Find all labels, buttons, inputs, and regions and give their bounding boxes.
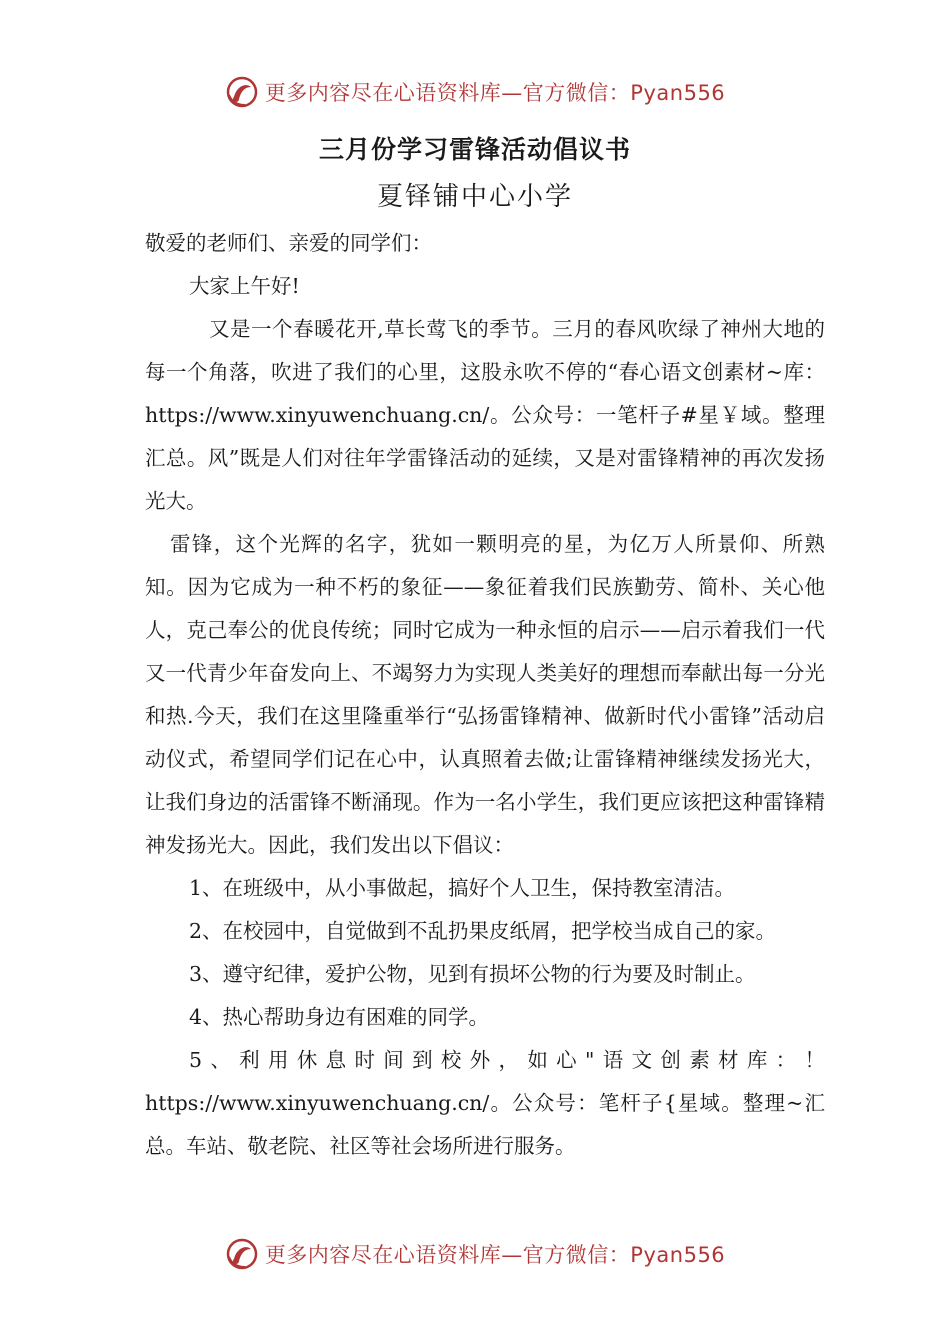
proposal-item: 1、在班级中，从小事做起，搞好个人卫生，保持教室清洁。 bbox=[189, 876, 736, 900]
salutation: 敬爱的老师们、亲爱的同学们： bbox=[145, 231, 432, 255]
greeting: 大家上午好! bbox=[189, 274, 300, 298]
watermark-text: 更多内容尽在心语资料库—官方微信：Pyan556 bbox=[264, 81, 726, 105]
proposal-item: 3、遵守纪律，爱护公物，见到有损坏公物的行为要及时制止。 bbox=[189, 962, 756, 986]
document-title: 三月份学习雷锋活动倡议书 bbox=[318, 135, 631, 164]
body-paragraph: 雷锋，这个光辉的名字，犹如一颗明亮的星，为亿万人所景仰、所熟知。因为它成为一种不朽的象征——象征着我们民族勤劳、简朴、关心他人，克己奉公的优良传统；同时它成为一种永恒的启示——启示着我们一代又一代青少年奋发向上、不竭努力为实现人类美好的理想而奉献出每一分光和热.今天，我们在这里隆重举行“弘扬雷锋精神、做新时代小雷锋”活动启动仪式，希望同学们记在心中，认真照着去做;让雷锋精神继续发扬光大，让我们身边的活雷锋不断涌现。作为一名小学生，我们更应该把这种雷锋精神发扬光大。因此，我们发出以下倡议： bbox=[145, 532, 825, 857]
watermark-text: 更多内容尽在心语资料库—官方微信：Pyan556 bbox=[264, 1243, 726, 1267]
seal-logo-icon bbox=[225, 1237, 259, 1271]
proposal-item: 2、在校园中，自觉做到不乱扔果皮纸屑，把学校当成自己的家。 bbox=[189, 919, 777, 943]
document-body bbox=[145, 222, 825, 1168]
seal-logo-icon bbox=[225, 75, 259, 109]
proposal-item: 5、利用休息时间到校外，如心"语文创素材库：！https://www.xinyuwenchuang.cn/。公众号：笔杆子{星域。整理~汇总。车站、敬老院、社区等社会场所进行服务。 bbox=[145, 1048, 825, 1158]
body-paragraph: 又是一个春暖花开,草长莺飞的季节。三月的春风吹绿了神州大地的每一个角落，吹进了我们的心里，这股永吹不停的“春心语文创素材~库：https://www.xinyuwenchuang.cn/。公众号：一笔杆子#星￥域。整理汇总。风”既是人们对往年学雷锋活动的延续，又是对雷锋精神的再次发扬光大。 bbox=[145, 317, 825, 513]
proposal-item: 4、热心帮助身边有困难的同学。 bbox=[189, 1005, 490, 1029]
watermark-banner-bottom bbox=[0, 1232, 950, 1276]
document-subtitle: 夏铎铺中心小学 bbox=[376, 182, 573, 212]
watermark-banner-top bbox=[0, 70, 950, 114]
